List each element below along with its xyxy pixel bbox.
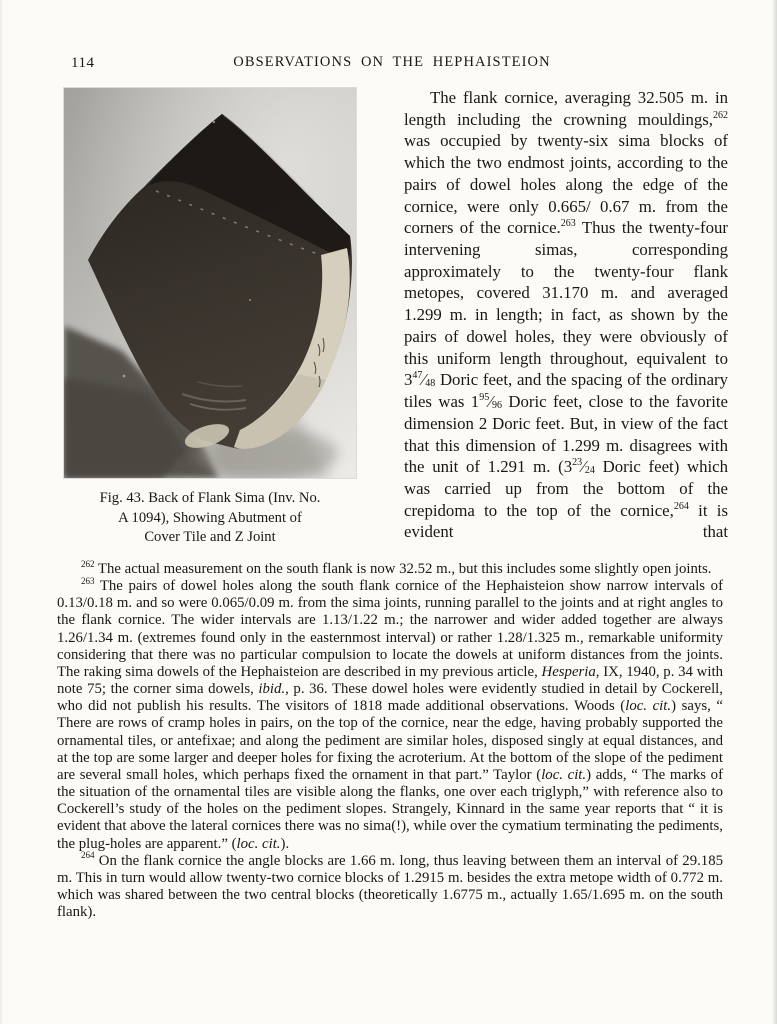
footnote-264-marker: 264 [81, 850, 95, 861]
footnote-262-text: The actual measurement on the south flank is now 32.52 m., but this includes some slightly open joints. [94, 561, 712, 577]
body-paragraph: The flank cornice, averaging 32.505 m. in length including the crowning mouldings,$^{262}$ was occupied by twenty-six sima blocks of which the two endmost joints, according to the pairs of dowel holes along the edge of the cornice, were only 0.665/ 0.67 m. from the corners of the cornice.$^{263}$ Thus the twenty-four intervening simas, corresponding approximately to the twenty-four flank metopes, covered 31.170 m. and averaged 1.299 m. in length; in fact, as shown by the pairs of dowel holes, they were obviously of this uniform length throughout, equivalent to $3^{47}⁄_{48}$ Doric feet, and the spacing of the ordinary tiles was $1^{95}⁄_{96}$ Doric feet, close to the favorite dimension 2 Doric feet. But, in view of the fact that this dimension of 1.299 m. disagrees with the unit of 1.291 m. ($3^{23}⁄_{24}$ Doric feet) which was carried up from the bottom of the crepidoma to the top of the cornice,$^{264}$ it is evident that [404, 88, 728, 542]
footnote-262 [57, 558, 723, 578]
figure-43 [64, 88, 356, 545]
figure-43-photo [64, 88, 356, 478]
footnote-263 [57, 575, 723, 853]
running-title: OBSERVATIONS ON THE HEPHAISTEION [233, 54, 551, 70]
footnotes-section [57, 558, 723, 921]
body-column [404, 87, 728, 543]
scan-edge-left [0, 0, 3, 1024]
caption-line-2: A 1094), Showing Abutment of [118, 509, 302, 526]
page-header [57, 54, 727, 76]
footnote-264-text: On the flank cornice the angle blocks are 1.66 m. long, thus leaving between them an interval of 29.185 m. This in turn would allow twenty-two cornice blocks of 1.2915 m. besides the extra metope width of 0.772 m. which was shared between the two central blocks (theoretically 1.6775 m., actually 1.65/1.695 m. on the south flank). [57, 852, 723, 921]
footnote-262-marker: 262 [81, 558, 95, 569]
footnote-264 [57, 850, 723, 922]
footnote-263-text: The pairs of dowel holes along the south flank cornice of the Hephaisteion show narrow intervals of 0.13/0.18 m. and so were 0.065/0.09 m. from the sima joints, running parallel to the joints and at right angles to the flank cornice. The wider intervals are 1.13/1.22 m.; the narrower and wider added together are always 1.26/1.34 m. (extremes found only in the easternmost interval) or rather 1.28/1.325 m., remarkable uniformity considering that there was no particular compulsion to locate the dowels at uniform distances from the joints. The raking sima dowels of the Hephaisteion are described in my previous article, Hesperia, IX, 1940, p. 34 with note 75; the corner sima dowels, ibid., p. 36. These dowel holes were evidently studied in detail by Cockerell, who did not publish his results. The visitors of 1818 made additional observations. Woods (loc. cit.) says, “ There are rows of cramp holes in pairs, on the top of the cornice, near the edge, having probably supported the ornamental tiles, or antefixae; and along the pediment are similar holes, disposed singly at equal distances, and at the top are some larger and deeper holes for fixing the acroterium. At the bottom of the slope of the pediment are several small holes, which perhaps fixed the ornament in that part.” Taylor (loc. cit.) adds, “ The marks of the situation of the ornamental tiles are visible along the flanks, one over each triglyph,” with reference also to Cockerell’s study of the holes on the pediment slopes. Strangely, Kinnard in the same year reports that “ it is evident that above the lateral cornices there was no sima(!), while over the cymatium terminating the pediments, the plug-holes are apparent.” (loc. cit.). [57, 578, 723, 852]
page-number: 114 [71, 55, 95, 71]
scan-edge-right [772, 0, 777, 1024]
figure-caption [64, 489, 356, 548]
caption-line-3: Cover Tile and Z Joint [144, 529, 276, 545]
caption-line-1: Fig. 43. Back of Flank Sima (Inv. No. [99, 490, 321, 506]
footnote-263-marker: 263 [81, 575, 95, 586]
